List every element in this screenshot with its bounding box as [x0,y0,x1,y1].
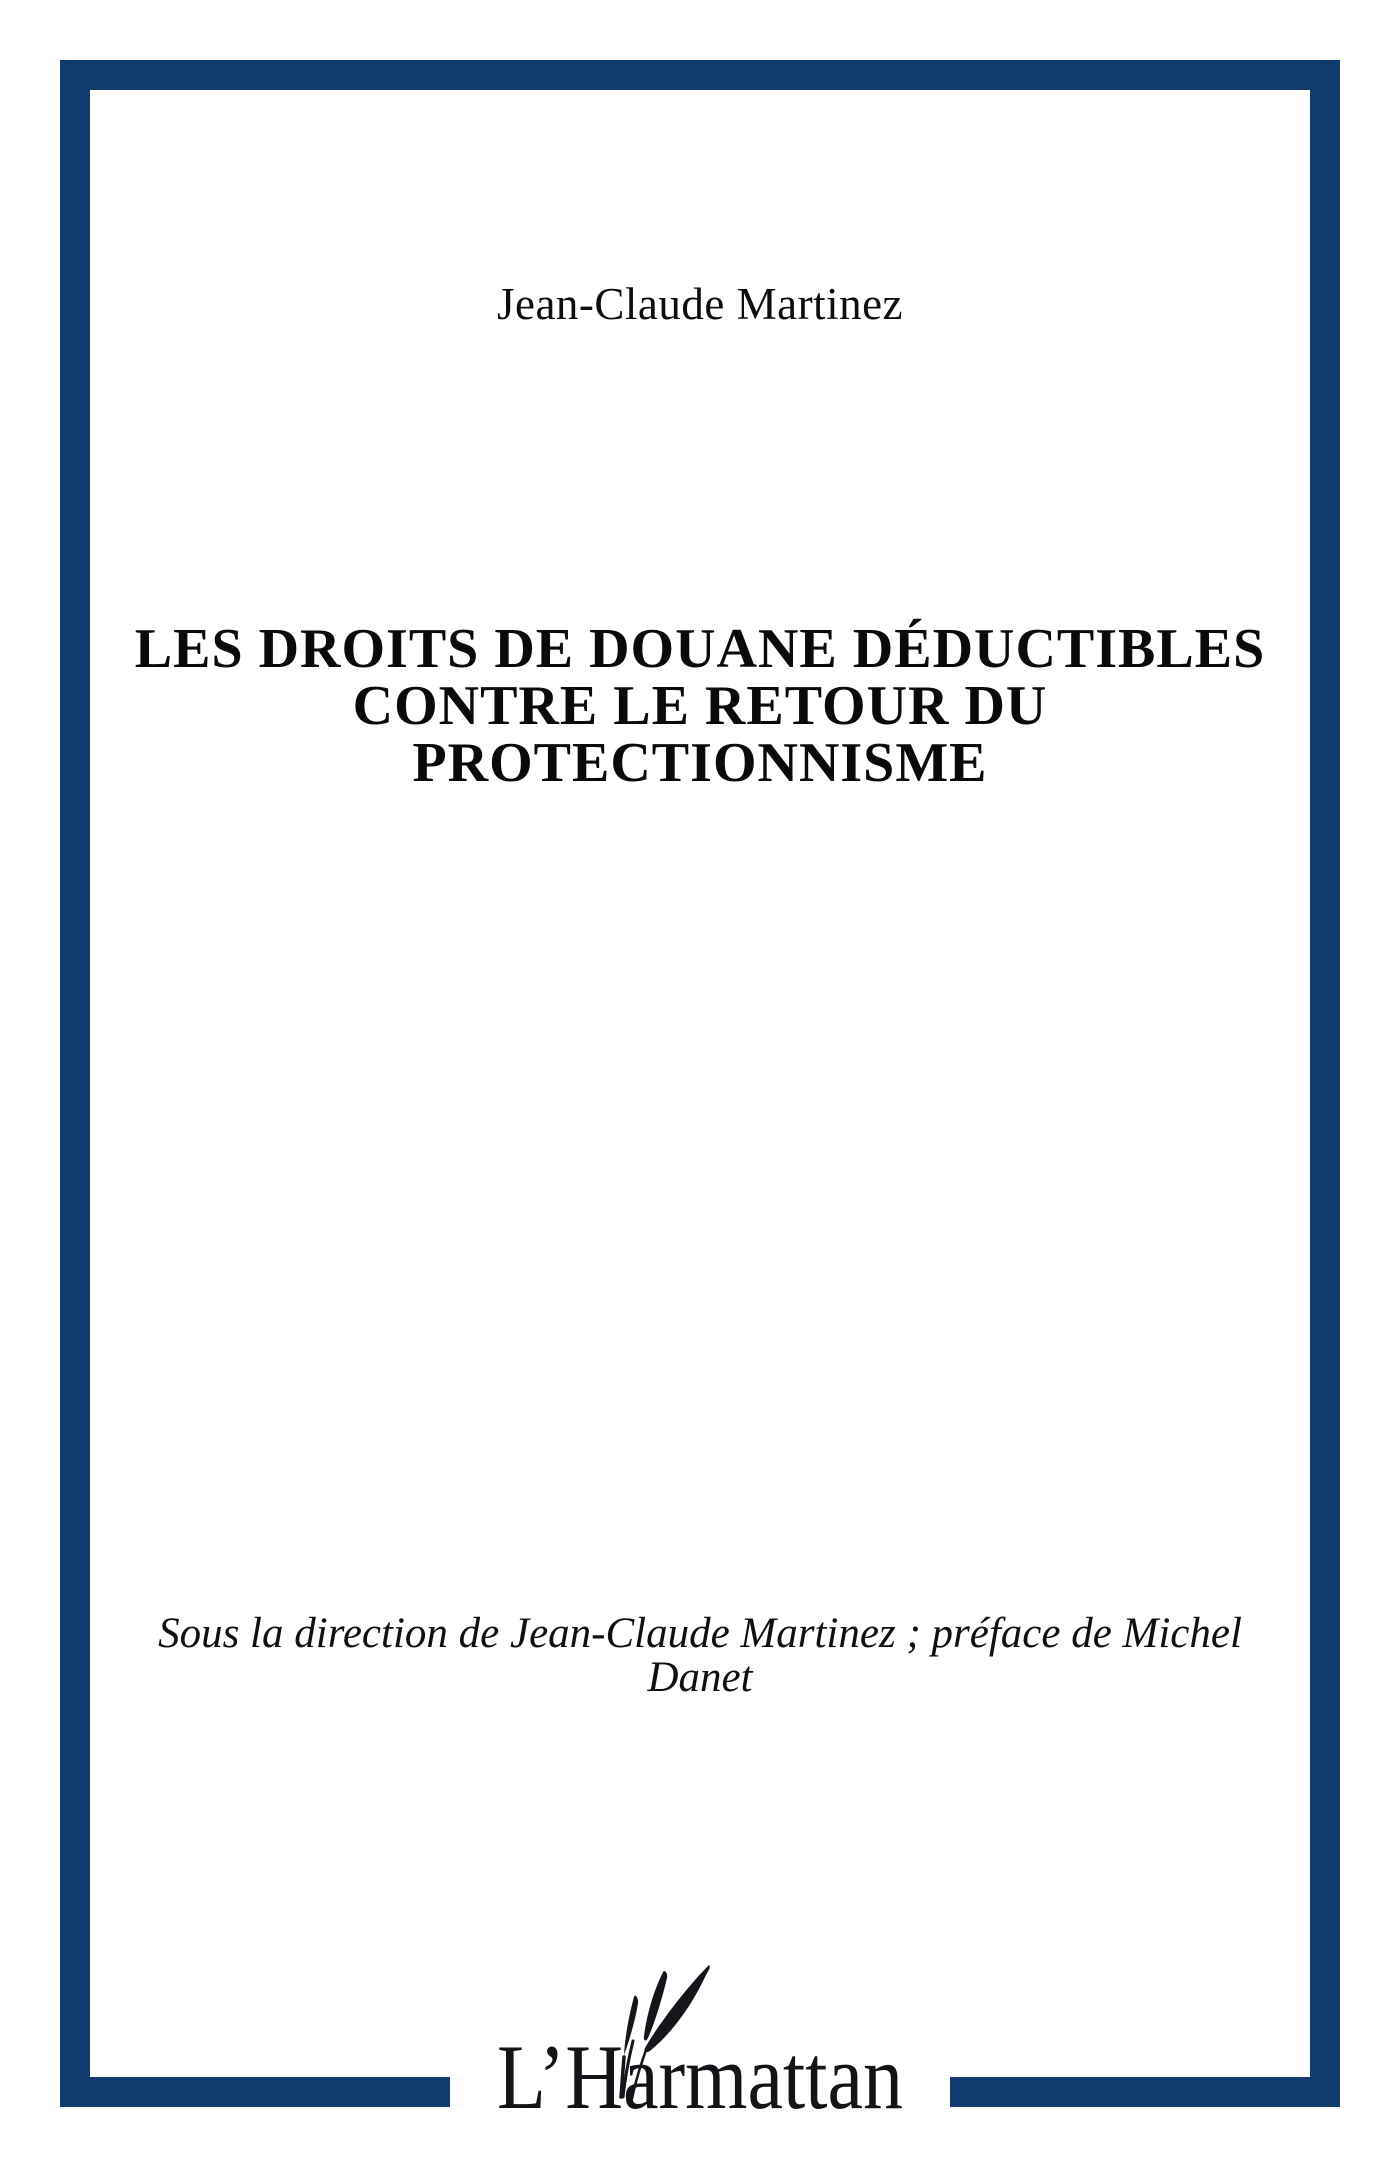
author-name: Jean-Claude Martinez [496,279,904,329]
subtitle-line-1: Sous la direction de Jean-Claude Martinez ; préface de Michel [158,1610,1242,1657]
book-title-line-3: PROTECTIONNISME [412,732,988,794]
book-title [100,618,1300,794]
subtitle-line-2: Danet [647,1654,753,1701]
book-title-line-2: CONTRE LE RETOUR DU [352,675,1048,737]
publisher-name: L’Harmattan [497,2026,903,2115]
publisher-logo [450,1945,950,2115]
cover-border-frame [60,60,1340,2107]
book-subtitle [140,1612,1260,1700]
book-title-line-1: LES DROITS DE DOUANE DÉDUCTIBLES [134,618,1266,680]
